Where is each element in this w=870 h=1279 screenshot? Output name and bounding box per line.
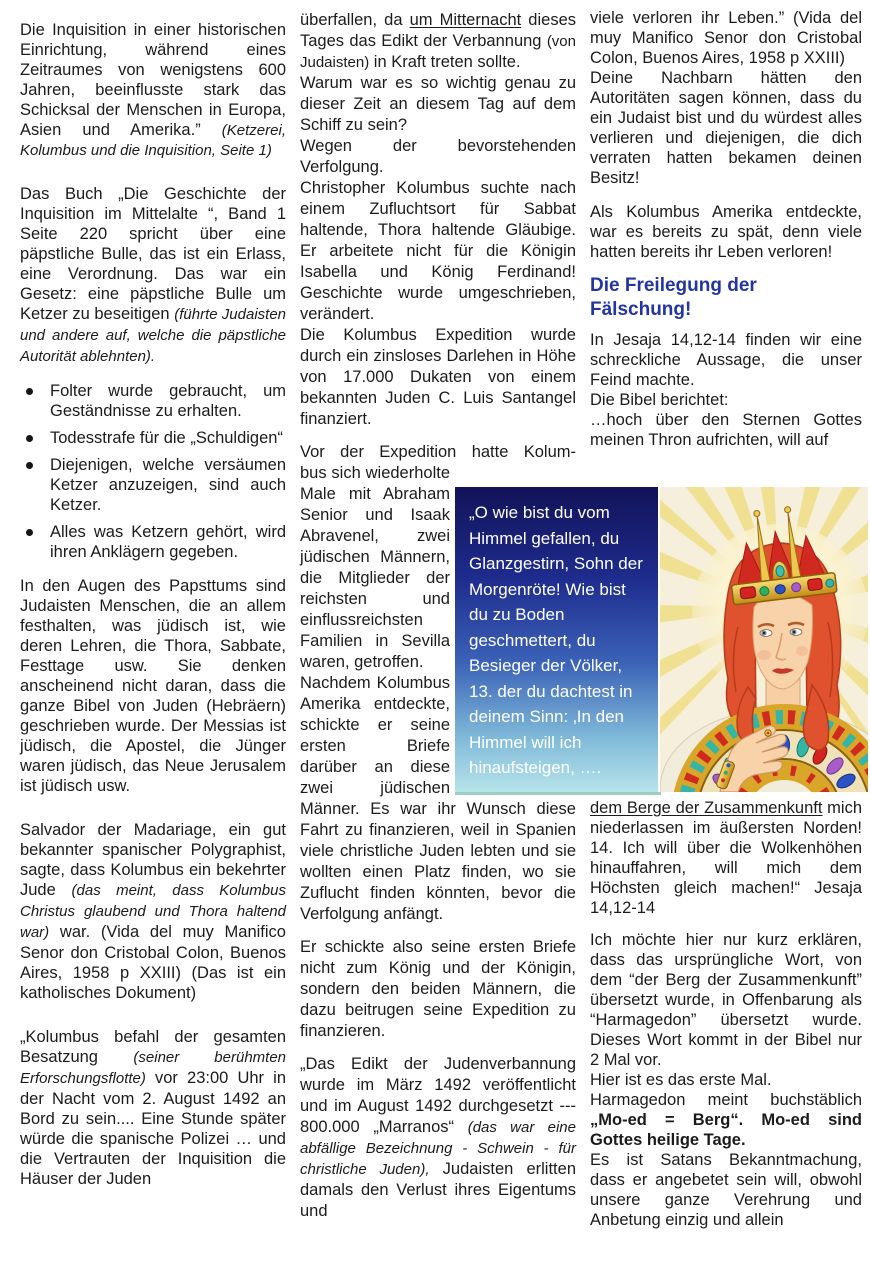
left-column bbox=[20, 20, 286, 1189]
king-illustration bbox=[660, 487, 868, 792]
paragraph: Die Bibel berichtet: bbox=[590, 391, 729, 409]
right-column-bottom bbox=[590, 798, 862, 1230]
paragraph-text: Das Buch „Die Geschichte der Inquisition im Mittelalte “, Band 1 Seite 220 spricht über eine päpstliche Bulle, das ist ein Erlass, eine Verordnung. Das war ein Gesetz: eine päpstliche Bulle um Ketzer zu beseitigen bbox=[20, 185, 286, 323]
paragraph bbox=[20, 1027, 286, 1189]
paragraph-text: war. (Vida del muy Manifico Senor don Cristobal Colon, Buenos Aires, 1958 p XXIII) (Das ist ein katholisches Dokument) bbox=[20, 923, 286, 1002]
paragraph-text: „Das Edikt der Judenverbannung wurde im März 1492 veröffentlicht und im August 1492 durchgesetzt --- 800.000 „Marranos“ bbox=[300, 1055, 576, 1136]
section-heading: Die Freilegung der Fälschung! bbox=[590, 275, 757, 320]
paragraph: Hier ist es das erste Mal. bbox=[590, 1071, 772, 1089]
bullet-list bbox=[20, 381, 286, 562]
paragraph: Er schickte also seine ersten Briefe nicht zum König und der Königin, sondern den beiden Männern, die dazu beitrugen seine Expedition zu finanzieren. bbox=[300, 938, 576, 1040]
paragraph bbox=[300, 10, 576, 73]
paragraph-text: Salvador der Madariage, ein gut bekannter spanischer Polygraphist, sagte, dass Kolumbus ein bekehrter Jude bbox=[20, 821, 286, 899]
bullet-item: Folter wurde gebraucht, um Geständnisse zu erhalten. bbox=[20, 381, 286, 421]
paragraph: Ich möchte hier nur kurz erklären, dass das ursprüngliche Wort, von dem “der Berg der Zusammenkunft” übersetzt wurde, in Offenbarung als “Harmagedon” übersetzt wurde. Dieses Wort kommt in der Bibel nur 2 Mal vor. bbox=[590, 931, 862, 1069]
paragraph: Nachdem Kolumbus Amerika entdeckte, schickte er seine ersten Briefe darüber an diese zwei jüdischen Männer. Es war ihr Wunsch diese Fahrt zu finanzieren, weil in Spanien viele christliche Juden lebten und sie wollten einen Platz finden, wo sie Zuflucht finden könnten, bevor die Verfolgung anfängt. bbox=[300, 674, 576, 923]
bold-text: „Mo-ed = Berg“. Mo-ed sind Gottes heilige Tage. bbox=[590, 1111, 862, 1149]
paragraph-first-line: Vor der Expedition hatte Kolum- bbox=[300, 443, 576, 461]
paragraph-text: in Kraft treten sollte. bbox=[369, 53, 521, 71]
paragraph-text: vor 23:00 Uhr in der Nacht vom 2. August 1492 an Bord zu sein.... Eine Stunde später würde die spanische Polizei … und die Vertrauten der Inquisition die Häuser der Juden bbox=[20, 1069, 286, 1188]
bullet-item: Diejenigen, welche versäumen Ketzer anzuzeigen, sind auch Ketzer. bbox=[20, 455, 286, 515]
bullet-item: Todesstrafe für die „Schuldigen“ bbox=[20, 428, 286, 448]
paragraph: Wegen der bevorstehenden Verfolgung. bbox=[300, 137, 576, 176]
paragraph bbox=[20, 820, 286, 1003]
paragraph-text: Judaisten erlitten damals den Verlust ihres Eigentums und bbox=[300, 1160, 576, 1220]
paragraph bbox=[20, 184, 286, 367]
king-illustration-svg bbox=[660, 487, 868, 792]
underlined-text: dem Berge der Zusammenkunft bbox=[590, 799, 823, 817]
parenthetical-note: (von Judaisten) bbox=[300, 33, 576, 71]
paragraph: …hoch über den Sternen Gottes meinen Thron aufrichten, will auf bbox=[590, 411, 862, 449]
quote-box bbox=[455, 487, 658, 792]
paragraph: bus sich wiederholte Male mit Abraham Senior und Isaak Abravenel, zwei jüdischen Männern, die Mitglieder der reichsten und einflussreichsten Familien in Sevilla waren, getroffen. bbox=[300, 464, 450, 671]
isaiah-figure bbox=[455, 487, 868, 792]
paragraph: In Jesaja 14,12-14 finden wir eine schreckliche Aussage, die unser Feind machte. bbox=[590, 331, 862, 389]
paragraph-text: „Kolumbus befahl der gesamten Besatzung bbox=[20, 1028, 286, 1066]
paragraph bbox=[590, 1090, 862, 1150]
paragraph: Warum war es so wichtig genau zu dieser Zeit an diesem Tag auf dem Schiff zu sein? bbox=[300, 74, 576, 134]
paragraph bbox=[300, 1054, 576, 1222]
bullet-item: Alles was Ketzern gehört, wird ihren Anklägern gegeben. bbox=[20, 522, 286, 562]
quote-text: „O wie bist du vom Himmel gefallen, du Glanzgestirn, Sohn der Morgenröte! Wie bist du zu Boden geschmettert, du Besieger der Völker, 13. der du dachtest in deinem Sinn: ‚In den Himmel will ich hinaufsteigen, …. bbox=[469, 503, 643, 777]
paragraph-text: überfallen, da bbox=[300, 11, 410, 29]
paragraph: Deine Nachbarn hätten den Autoritäten sagen können, dass du ein Judaist bist und du würdest alles verlieren und diejenigen, die dich verraten hatten bekamen deinen Besitz! bbox=[590, 69, 862, 187]
right-column-top bbox=[590, 8, 862, 450]
italic-note: (führte Judaisten und andere auf, welche die päpstliche Autorität ablehnten). bbox=[20, 306, 287, 365]
paragraph: Die Kolumbus Expedition wurde durch ein zinsloses Darlehen in Höhe von 17.000 Dukaten von einem bekannten Juden C. Luis Santangel finanziert. bbox=[300, 326, 576, 428]
underlined-text: um Mitternacht bbox=[409, 11, 522, 29]
paragraph: In den Augen des Papsttums sind Judaisten Menschen, die an allem festhalten, was jüdisch ist, wie deren Lehren, die Thora, Sabbate, Festtage usw. Sie denken anscheinend nicht daran, dass die ganze Bibel von Juden (Hebräern) geschrieben wurde. Der Messias ist jüdisch, die Apostel, die Jünger waren jüdisch, das Neue Jerusalem ist jüdisch usw. bbox=[20, 577, 286, 795]
paragraph: Es ist Satans Bekanntmachung, dass er angebetet sein will, obwohl unsere ganze Verehrung und Anbetung einzig und allein bbox=[590, 1151, 862, 1229]
paragraph: Als Kolumbus Amerika entdeckte, war es bereits zu spät, denn viele hatten bereits ihr Leben verloren! bbox=[590, 203, 862, 261]
paragraph bbox=[590, 798, 862, 918]
italic-note: (das meint, dass Kolumbus Christus glaubend und Thora haltend war) bbox=[20, 882, 286, 941]
paragraph-text: Harmagedon meint buchstäblich bbox=[590, 1091, 862, 1109]
paragraph-text: Die Inquisition in einer historischen Einrichtung, während eines Zeitraumes von wenigstens 600 Jahren, beeinflusste stark das Schicksal der Menschen in Europa, Asien und Amerika.” bbox=[20, 21, 286, 139]
italic-note: (das war eine abfällige Bezeichnung - Schwein - für christliche Juden), bbox=[300, 1119, 576, 1178]
paragraph: viele verloren ihr Leben.” (Vida del muy Manifico Senor don Cristobal Colon, Buenos Aires, 1958 p XXIII) bbox=[590, 9, 862, 67]
paragraph bbox=[20, 20, 286, 160]
citation-text: (Ketzerei, Kolumbus und die Inquisition, Seite 1) bbox=[20, 122, 286, 159]
italic-note: (seiner berühmten Erforschungsflotte) bbox=[20, 1049, 287, 1087]
scan-artifact-line bbox=[455, 792, 661, 795]
paragraph-text: dieses Tages das Edikt der Verbannung bbox=[300, 11, 577, 50]
paragraph-text: mich niederlassen im äußersten Norden! 14. Ich will über die Wolkenhöhen hinauffahren, will mich dem Höchsten gleich machen!“ Jesaja 14,12-14 bbox=[590, 799, 862, 917]
paragraph: Christopher Kolumbus suchte nach einem Zufluchtsort für Sabbat haltende, Thora haltende Gläubige. Er arbeitete nicht für die Königin Isabella und König Ferdinand! Geschichte wurde umgeschrieben, verändert. bbox=[300, 179, 576, 323]
